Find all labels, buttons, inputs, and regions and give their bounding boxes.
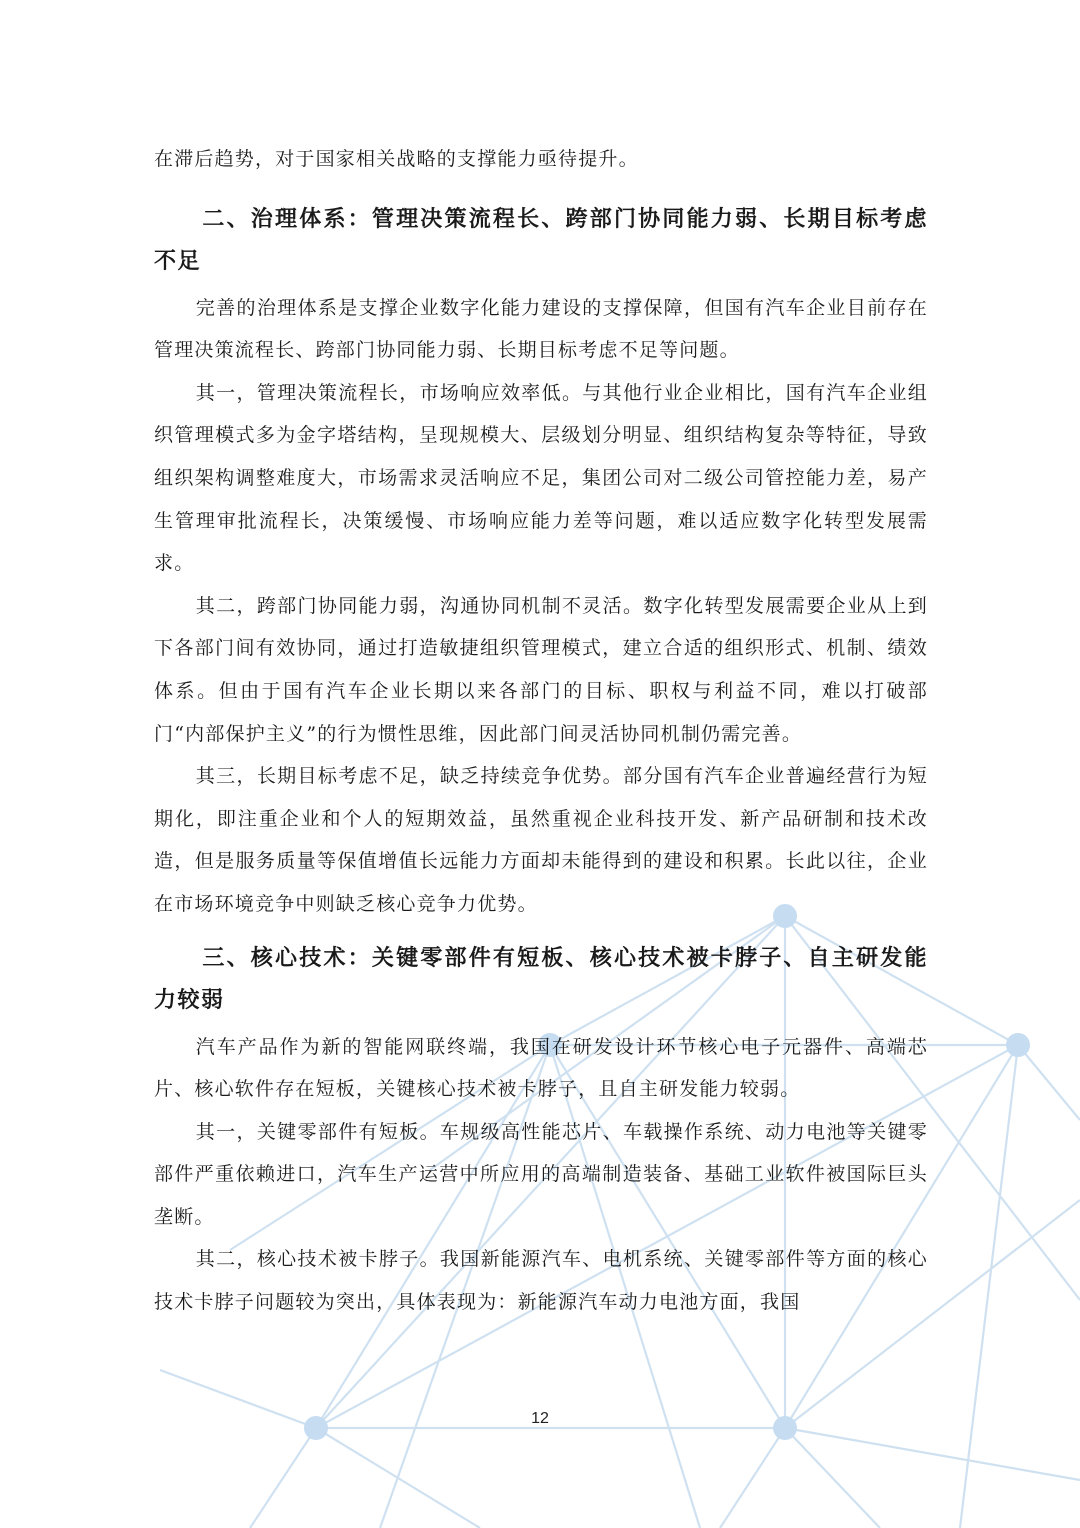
paragraph-technology-intro: 汽车产品作为新的智能网联终端，我国在研发设计环节核心电子元器件、高端芯片、核心软件存在短板，关键核心技术被卡脖子，且自主研发能力较弱。 bbox=[154, 1035, 928, 1101]
paragraph-technology-first: 其一，关键零部件有短板。车规级高性能芯片、车载操作系统、动力电池等关键零部件严重依赖进口，汽车生产运营中所应用的高端制造装备、基础工业软件被国际巨头垄断。 bbox=[154, 1120, 928, 1228]
section-heading-governance: 二、治理体系：管理决策流程长、跨部门协同能力弱、长期目标考虑不足 bbox=[154, 206, 928, 274]
paragraph-technology-second: 其二，核心技术被卡脖子。我国新能源汽车、电机系统、关键零部件等方面的核心技术卡脖子问题较为突出，具体表现为：新能源汽车动力电池方面，我国 bbox=[154, 1248, 928, 1314]
section-heading-core-technology: 三、核心技术：关键零部件有短板、核心技术被卡脖子、自主研发能力较弱 bbox=[154, 945, 928, 1013]
paragraph-continuation: 在滞后趋势，对于国家相关战略的支撑能力亟待提升。 bbox=[154, 148, 639, 170]
paragraph-governance-third: 其三，长期目标考虑不足，缺乏持续竞争优势。部分国有汽车企业普遍经营行为短期化，即注重企业和个人的短期效益，虽然重视企业科技开发、新产品研制和技术改造，但是服务质量等保值增值长远能力方面却未能得到的建设和积累。长此以往，企业在市场环境竞争中则缺乏核心竞争力优势。 bbox=[154, 765, 928, 915]
paragraph-governance-first: 其一，管理决策流程长，市场响应效率低。与其他行业企业相比，国有汽车企业组织管理模式多为金字塔结构，呈现规模大、层级划分明显、组织结构复杂等特征，导致组织架构调整难度大，市场需求灵活响应不足，集团公司对二级公司管控能力差，易产生管理审批流程长，决策缓慢、市场响应能力差等问题，难以适应数字化转型发展需求。 bbox=[154, 381, 928, 575]
paragraph-governance-second: 其二，跨部门协同能力弱，沟通协同机制不灵活。数字化转型发展需要企业从上到下各部门间有效协同，通过打造敏捷组织管理模式，建立合适的组织形式、机制、绩效体系。但由于国有汽车企业长期以来各部门的目标、职权与利益不同，难以打破部门“内部保护主义”的行为惯性思维，因此部门间灵活协同机制仍需完善。 bbox=[154, 594, 928, 745]
document-body bbox=[154, 138, 928, 1324]
paragraph-governance-intro: 完善的治理体系是支撑企业数字化能力建设的支撑保障，但国有汽车企业目前存在管理决策流程长、跨部门协同能力弱、长期目标考虑不足等问题。 bbox=[154, 296, 928, 362]
page-number: 12 bbox=[531, 1410, 549, 1427]
